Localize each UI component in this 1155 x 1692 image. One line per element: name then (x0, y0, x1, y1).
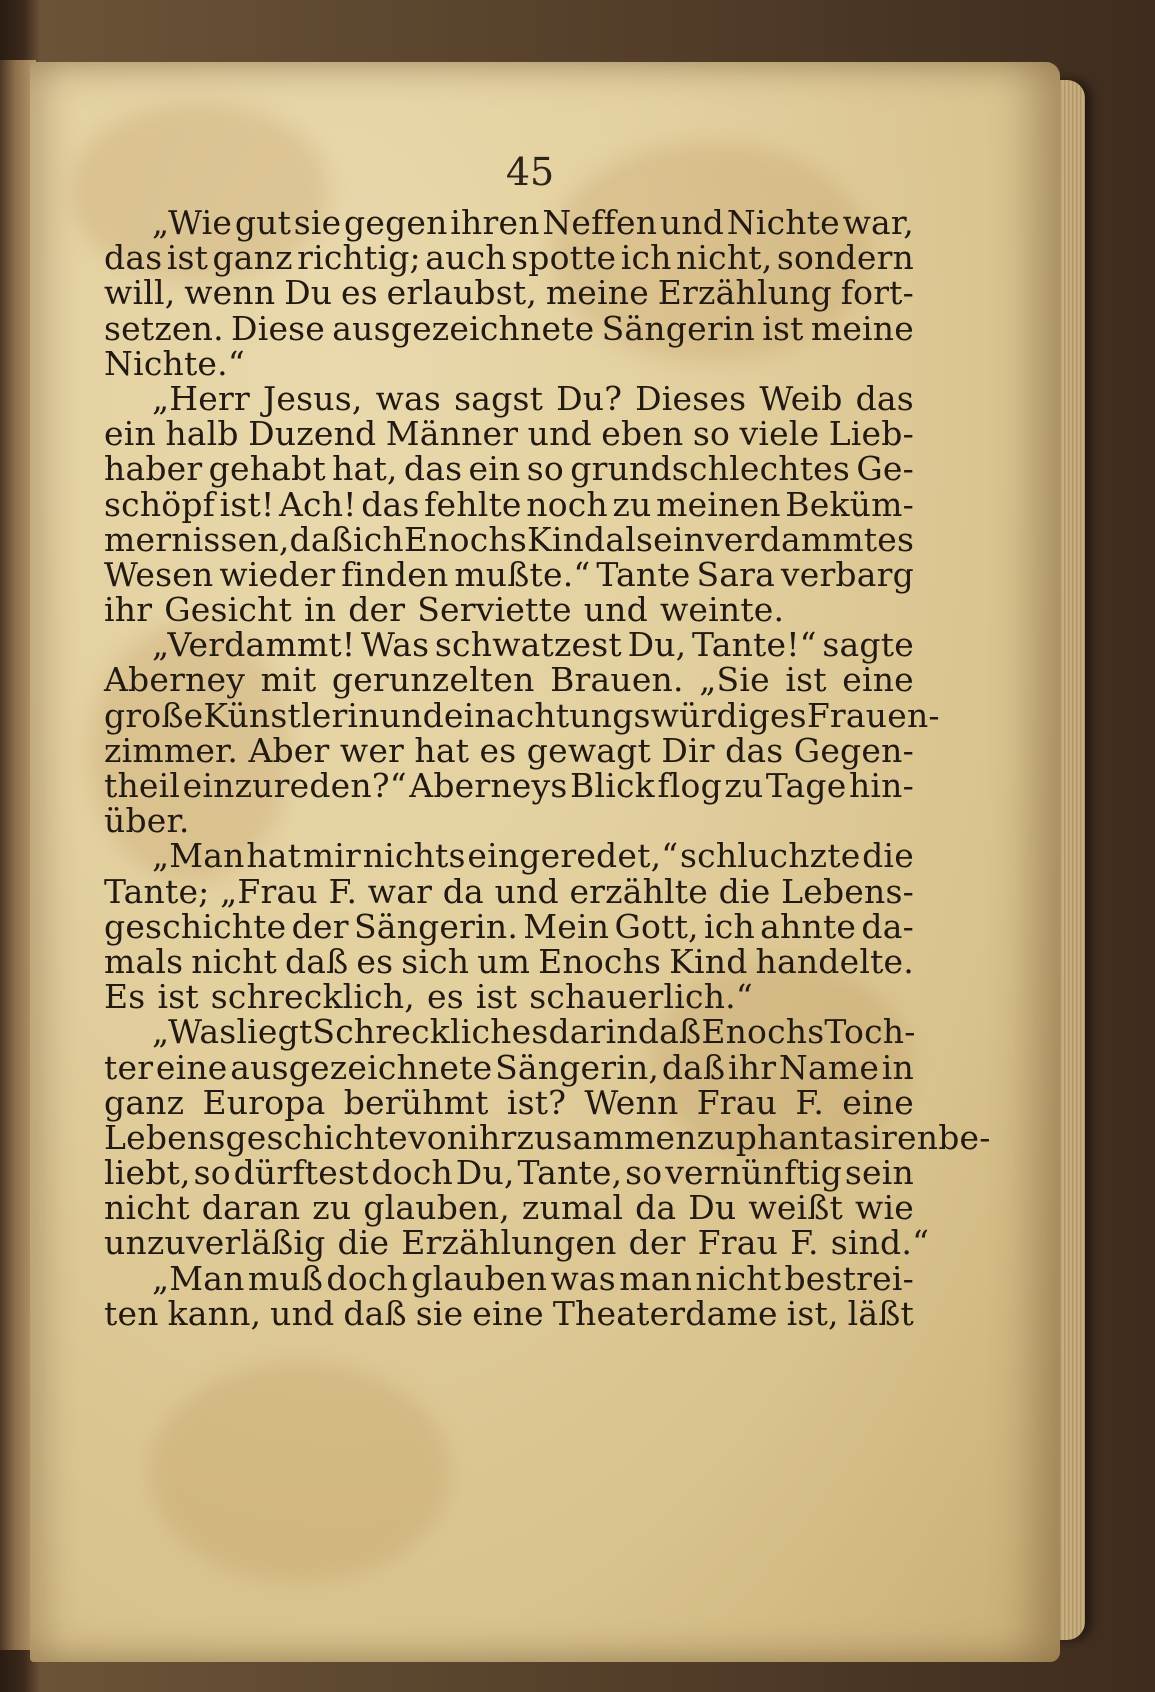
word: erlaubst, (386, 273, 538, 313)
word: der (291, 906, 349, 946)
word: ist (157, 977, 199, 1017)
word: wie (855, 1188, 914, 1228)
word: man (619, 1258, 693, 1298)
text-line (104, 238, 914, 278)
word: Brauen. (550, 660, 684, 700)
word: Mein (523, 906, 610, 946)
word: „Herr (152, 378, 250, 418)
word: der (348, 590, 406, 630)
word: ist (785, 660, 827, 700)
word: erzählte (569, 871, 709, 911)
word: was (550, 1258, 616, 1298)
word: „Was (152, 1012, 237, 1052)
word: „Man (152, 836, 245, 876)
word: war (367, 871, 433, 911)
word: nicht (104, 1188, 190, 1228)
word: daß (289, 519, 353, 559)
word: ihren (450, 203, 540, 242)
word: ter (104, 1047, 154, 1087)
word: es (426, 977, 464, 1017)
word: das (361, 484, 420, 524)
word: zusammenzuphantasiren (516, 1117, 939, 1157)
word: Theaterdame (552, 1293, 778, 1333)
word: noch (526, 484, 608, 524)
word: meinen (656, 484, 781, 524)
text-line (104, 625, 914, 665)
word: mit (260, 660, 317, 700)
word: auch (425, 238, 507, 278)
text-line (104, 695, 940, 735)
word: Künstlerin (203, 695, 380, 735)
word: es (479, 730, 517, 770)
word: daß (284, 941, 349, 981)
word: so (625, 1153, 663, 1193)
word: Kind (669, 941, 748, 981)
word: der (628, 1223, 686, 1263)
word: Was (360, 625, 430, 665)
word: will, (104, 273, 176, 313)
word: hat (246, 836, 302, 876)
text-line (104, 343, 914, 383)
text-line (104, 1258, 914, 1298)
text-line (104, 554, 914, 594)
text-line (104, 660, 914, 700)
word: eine (155, 1047, 228, 1087)
word: F. (328, 871, 358, 911)
text-line (104, 273, 914, 313)
word: daran (201, 1188, 301, 1228)
word: nichts (362, 836, 466, 876)
word: und (379, 695, 444, 735)
word: Dir (661, 730, 715, 770)
word: Tage (765, 766, 847, 805)
text-line (104, 1223, 930, 1263)
text-line (104, 590, 914, 630)
page-number: 45 (505, 150, 555, 194)
word: ich (620, 238, 672, 278)
word: mals (104, 941, 184, 981)
word: wieder (219, 554, 336, 594)
text-line (104, 414, 914, 454)
word: „Frau (220, 871, 318, 911)
text-line (104, 1082, 914, 1122)
word: hat, (332, 449, 398, 489)
word: Du (284, 273, 333, 313)
word: zu (612, 484, 652, 524)
word: setzen. (104, 308, 224, 348)
word: „Wie (152, 203, 233, 242)
word: das (855, 378, 914, 418)
text-line (104, 449, 914, 489)
word: Frau (697, 1223, 779, 1263)
text-line (104, 1188, 914, 1228)
word: sind.“ (830, 1223, 930, 1263)
word: weinte. (659, 590, 785, 630)
word: da- (861, 906, 914, 946)
text-line (104, 1012, 916, 1052)
word: muß (247, 1258, 324, 1298)
word: Tante; (104, 871, 210, 911)
word: hin- (848, 766, 914, 805)
word: ausgezeichnete (230, 1047, 493, 1087)
text-line (104, 977, 914, 1017)
word: zu (312, 1188, 352, 1228)
word: Serviette (417, 590, 572, 630)
word: sagst (454, 378, 544, 418)
word: Sängerin. (353, 906, 519, 946)
word: berühmt (343, 1082, 489, 1122)
word: es (356, 941, 394, 981)
word: doch (326, 1258, 408, 1298)
word: sie (293, 203, 342, 242)
word: haber (104, 449, 203, 489)
word: gegen (344, 203, 448, 242)
word: Lieb- (828, 414, 914, 454)
word: schauerlich.“ (529, 977, 753, 1017)
word: Toch- (824, 1012, 916, 1052)
word: einzureden?“ (182, 766, 407, 805)
word: wer (339, 730, 405, 770)
word: das (403, 449, 463, 489)
word: handelte. (755, 941, 914, 981)
word: ist (475, 977, 518, 1017)
word: so (526, 449, 564, 489)
word: ein (104, 414, 156, 454)
word: meine (810, 308, 914, 348)
word: Weib (759, 378, 843, 418)
word: Sängerin (601, 308, 755, 348)
word: Schreckliches (312, 1012, 549, 1052)
word: Ach! (279, 484, 357, 524)
word: eine (472, 1293, 544, 1333)
word: Du, (455, 1153, 515, 1193)
word: Aber (248, 730, 330, 770)
word: Blick (570, 766, 655, 805)
word: ihr (468, 1117, 517, 1157)
word: und (494, 871, 559, 911)
word: glauben (411, 1258, 548, 1298)
word: gehabt (208, 449, 326, 489)
word: ausgezeichnete (332, 308, 595, 348)
word: das (104, 238, 163, 278)
word: ihr (727, 1047, 777, 1087)
word: als (605, 519, 654, 559)
word: in (303, 590, 337, 630)
word: Tante, (517, 1153, 623, 1193)
word: zu (724, 766, 764, 805)
word: eben (601, 414, 684, 454)
word: Frauen- (806, 695, 940, 735)
word: da (635, 1188, 677, 1228)
word: Sara (696, 554, 775, 594)
word: so (692, 414, 731, 454)
word: in (881, 1047, 914, 1087)
word: grundschlechtes (570, 449, 851, 489)
word: Duzend (248, 414, 377, 454)
word: darin (548, 1012, 638, 1052)
word: sich (401, 941, 470, 981)
word: ganz (104, 1082, 185, 1122)
word: ist (166, 238, 209, 278)
word: ihr (104, 590, 153, 630)
word: es (340, 273, 378, 313)
word: Du? (556, 378, 623, 418)
word: kann, (167, 1293, 262, 1333)
word: Wenn (584, 1082, 679, 1122)
word: Aberney (104, 660, 246, 700)
word: Enochs (403, 519, 527, 559)
word: Jesus, (263, 378, 363, 418)
word: ein (468, 449, 521, 489)
word: F. (790, 1223, 819, 1263)
word: bestrei- (784, 1258, 914, 1298)
word: zumal (521, 1188, 624, 1228)
word: große (104, 695, 204, 735)
word: und (527, 414, 592, 454)
text-line (104, 378, 914, 418)
word: Nichte.“ (104, 343, 245, 383)
word: Diese (231, 308, 326, 348)
word: „Man (152, 1258, 245, 1298)
word: F. (795, 1082, 825, 1122)
text-line (104, 308, 914, 348)
word: ich (353, 519, 404, 559)
word: richtig; (297, 238, 421, 278)
word: von (407, 1117, 469, 1157)
word: Wesen (104, 554, 214, 594)
word: Aberneys (409, 766, 568, 805)
word: Dieses (635, 378, 747, 418)
word: flog (657, 766, 722, 805)
word: mernissen, (104, 519, 290, 559)
word: Du (688, 1188, 737, 1228)
word: sie (415, 1293, 464, 1333)
word: hat (414, 730, 470, 770)
word: die (862, 836, 914, 876)
word: ganz (212, 238, 293, 278)
body-text (104, 203, 991, 1333)
text-line (104, 1047, 914, 1087)
word: glauben, (363, 1188, 510, 1228)
text-line (104, 906, 914, 946)
word: achtungswürdiges (495, 695, 807, 735)
word: und (270, 1293, 335, 1333)
word: eine (842, 1082, 914, 1122)
word: liebt, (104, 1153, 191, 1193)
word: Erzählungen (401, 1223, 617, 1263)
word: finden (341, 554, 449, 594)
word: ist? (506, 1082, 567, 1122)
word: verdammtes (705, 519, 915, 559)
word: ein (443, 695, 496, 735)
word: halb (165, 414, 239, 454)
word: Tante (596, 554, 691, 594)
word: schöpf (104, 484, 216, 524)
word: ist, (786, 1293, 839, 1333)
word: schluchzte (680, 836, 861, 876)
text-line (104, 1153, 914, 1193)
word: Enochs (701, 1012, 825, 1052)
word: eine (842, 660, 914, 700)
word: fort- (840, 273, 914, 313)
text-line (104, 519, 915, 559)
word: Enochs (538, 941, 662, 981)
text-line (104, 836, 914, 876)
text-line (104, 871, 914, 911)
word: da (442, 871, 484, 911)
word: und (659, 203, 725, 242)
foxing-stain (150, 1362, 450, 1582)
word: läßt (847, 1293, 914, 1333)
word: dürftest (233, 1153, 369, 1193)
word: Gott, (614, 906, 699, 946)
word: Name (778, 1047, 880, 1087)
word: sondern (776, 238, 914, 278)
word: Erzählung (657, 273, 832, 313)
word: verbarg (780, 554, 914, 594)
word: „Sie (699, 660, 770, 700)
word: um (477, 941, 531, 981)
word: theil (104, 766, 181, 805)
word: Europa (202, 1082, 326, 1122)
word: schrecklich, (210, 977, 415, 1017)
text-line (104, 1293, 914, 1333)
word: vernünftig (665, 1153, 843, 1193)
word: Tante!“ (692, 625, 817, 665)
word: ich (704, 906, 755, 946)
word: zimmer. (104, 730, 239, 770)
word: meine (545, 273, 649, 313)
word: Gesicht (164, 590, 292, 630)
word: geschichte (104, 906, 287, 946)
word: Frau (696, 1082, 778, 1122)
text-line (104, 1117, 991, 1157)
word: nicht, (675, 238, 773, 278)
word: wenn (184, 273, 276, 313)
word: Du, (627, 625, 687, 665)
word: viele (739, 414, 820, 454)
word: „Verdammt! (152, 625, 356, 665)
word: unzuverläßig (104, 1223, 326, 1263)
word: Neffen (542, 203, 658, 242)
word: ein (653, 519, 706, 559)
word: ahnte (760, 906, 857, 946)
word: so (193, 1153, 231, 1193)
word: daß (343, 1293, 407, 1333)
word: schwatzest (434, 625, 622, 665)
word: spotte (511, 238, 617, 278)
word: gerunzelten (331, 660, 535, 700)
word: daß (661, 1047, 726, 1087)
word: nicht (191, 941, 278, 981)
word: sagte (822, 625, 914, 665)
word: die (718, 871, 771, 911)
word: war, (842, 203, 914, 242)
word: gut (234, 203, 292, 242)
word: Männer (385, 414, 519, 454)
word: liegt (236, 1012, 313, 1052)
word: die (337, 1223, 390, 1263)
word: über. (104, 801, 190, 841)
text-line (104, 941, 914, 981)
word: ist! (219, 484, 275, 524)
word: Nichte (726, 203, 840, 242)
word: und (583, 590, 648, 630)
word: ten (104, 1293, 159, 1333)
word: Lebens- (781, 871, 914, 911)
word: Ge- (856, 449, 914, 489)
word: Sängerin, (495, 1047, 660, 1087)
word: Beküm- (785, 484, 914, 524)
word: Kind (526, 519, 606, 559)
word: Lebensgeschichte (104, 1117, 408, 1157)
word: fehlte (424, 484, 522, 524)
word: nicht (695, 1258, 782, 1298)
word: Gegen- (793, 730, 914, 770)
word: eingeredet,“ (467, 836, 679, 876)
word: be- (938, 1117, 991, 1157)
word: daß (637, 1012, 702, 1052)
word: mußte.“ (454, 554, 591, 594)
word: das (725, 730, 784, 770)
word: mir (302, 836, 362, 876)
word: gewagt (526, 730, 651, 770)
text-line (104, 484, 914, 524)
text-line (104, 730, 914, 770)
word: ist (762, 308, 804, 348)
word: was (375, 378, 442, 418)
text-line (104, 205, 914, 240)
word: Es (104, 977, 146, 1017)
word: weißt (748, 1188, 844, 1228)
word: doch (371, 1153, 453, 1193)
text-line (104, 768, 914, 803)
word: sein (844, 1153, 914, 1193)
text-line (104, 801, 914, 841)
